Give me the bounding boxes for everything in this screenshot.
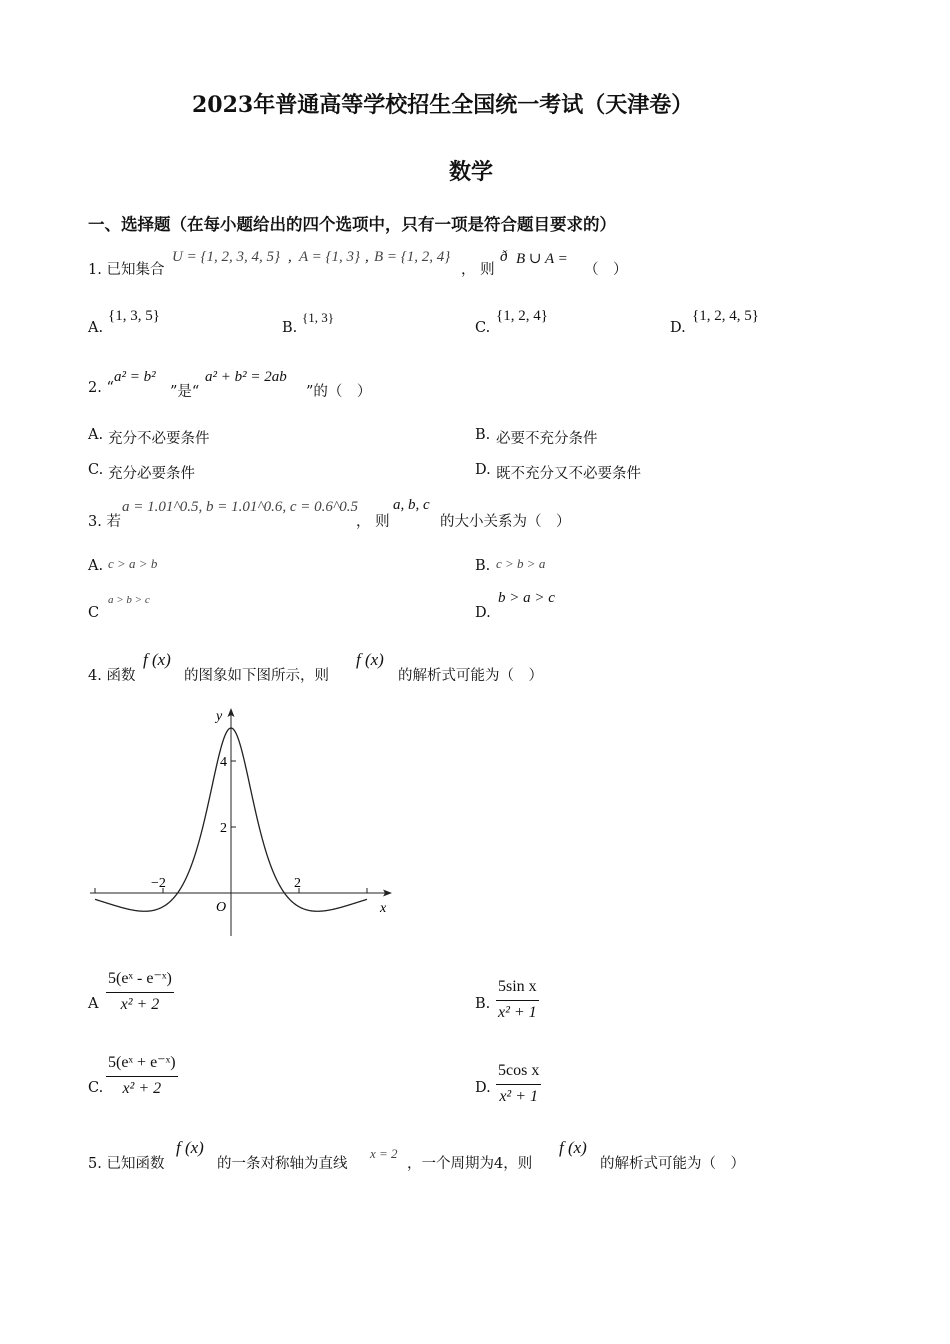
page-title: 2023年普通高等学校招生全国统一考试（天津卷） — [192, 92, 694, 118]
x-tick-label-2: 2 — [294, 876, 301, 891]
q3-mid: ， 则 — [356, 514, 390, 530]
q4-option-b-label: B. — [475, 996, 491, 1012]
q5-fx: f (x) — [176, 1138, 204, 1157]
y-axis-label: y — [216, 709, 223, 724]
q1-option-c-value: {1, 2, 4} — [496, 308, 548, 324]
q2-option-d-label: D. — [475, 462, 491, 478]
q1-option-c-label: C. — [475, 320, 491, 336]
q2-option-b-label: B. — [475, 427, 491, 443]
x-axis-label: x — [380, 901, 387, 916]
q4-fx2: f (x) — [356, 650, 384, 669]
q4-option-a-denominator: x² + 2 — [120, 996, 160, 1013]
q3-tail: 的大小关系为（ ） — [440, 514, 571, 530]
q4-option-d-denominator: x² + 1 — [499, 1088, 539, 1105]
q4-option-c-denominator: x² + 2 — [122, 1080, 162, 1097]
q2-cond2: a² + b² = 2ab — [205, 369, 287, 385]
q3-option-a-value: c > a > b — [108, 556, 158, 571]
y-tick-label-2: 2 — [220, 821, 227, 836]
q5-fx2: f (x) — [559, 1138, 587, 1157]
section-heading: 一、选择题（在每小题给出的四个选项中，只有一项是符合题目要求的） — [88, 215, 616, 234]
q3-vars: a, b, c — [393, 497, 430, 513]
q4-option-d-fraction — [496, 1062, 541, 1106]
q4-option-c-numerator: 5(eˣ + e⁻ˣ) — [106, 1052, 178, 1077]
q5-tail: 的解析式可能为（ ） — [600, 1156, 745, 1172]
q2-prefix: 2. “ — [88, 380, 114, 396]
q5-line: x = 2 — [370, 1146, 398, 1161]
q1-option-a-value: {1, 3, 5} — [108, 308, 160, 324]
q1-prefix: 1. 已知集合 — [88, 262, 165, 278]
q2-mid: ”是“ — [170, 384, 200, 400]
q3-option-c-value: a > b > c — [108, 594, 150, 606]
q2-option-a-label: A. — [88, 427, 104, 443]
q3-option-a-label: A. — [88, 558, 104, 574]
q3-expr: a = 1.01^0.5, b = 1.01^0.6, c = 0.6^0.5 — [122, 499, 359, 515]
q4-option-c-label: C. — [88, 1080, 104, 1096]
q1-expr: B ∪ A = — [516, 251, 568, 267]
origin-label: O — [216, 900, 227, 915]
q4-option-a-label: A — [88, 996, 99, 1012]
q5-prefix: 5. 已知函数 — [88, 1156, 165, 1172]
q1-option-d-label: D. — [670, 320, 686, 336]
q3-option-b-label: B. — [475, 558, 491, 574]
x-tick-label-neg2: −2 — [151, 876, 166, 891]
q2-cond1: a² = b² — [114, 369, 156, 385]
q1-sep1: , — [288, 249, 292, 265]
q4-option-d-numerator: 5cos x — [496, 1062, 541, 1085]
q1-set-u: U = {1, 2, 3, 4, 5} — [172, 249, 280, 265]
q2-option-c-value: 充分必要条件 — [108, 466, 195, 482]
q4-option-b-fraction — [496, 978, 539, 1022]
q1-set-b: B = {1, 2, 4} — [374, 249, 451, 265]
q1-option-d-value: {1, 2, 4, 5} — [692, 308, 759, 324]
q4-option-b-denominator: x² + 1 — [497, 1004, 537, 1021]
q4-tail: 的解析式可能为（ ） — [398, 668, 543, 684]
q2-tail: ”的（ ） — [306, 384, 372, 400]
function-graph — [80, 700, 410, 945]
q1-option-b-value: {1, 3} — [302, 310, 334, 325]
q5-mid2: ，一个周期为4，则 — [407, 1156, 533, 1172]
q1-set-a: A = {1, 3} — [299, 249, 361, 265]
q3-prefix: 3. 若 — [88, 514, 121, 530]
q2-option-a-value: 充分不必要条件 — [108, 431, 210, 447]
q4-prefix: 4. 函数 — [88, 668, 136, 684]
q4-option-c-fraction — [106, 1052, 178, 1098]
q1-sep2: , — [365, 249, 369, 265]
q1-complement-symbol: ð — [500, 249, 508, 265]
q3-option-d-label: D. — [475, 605, 491, 621]
q4-option-b-numerator: 5sin x — [496, 978, 539, 1001]
y-tick-label-4: 4 — [220, 755, 227, 770]
q5-mid: 的一条对称轴为直线 — [217, 1156, 348, 1172]
q2-option-b-value: 必要不充分条件 — [496, 431, 598, 447]
q1-option-a-label: A. — [88, 320, 104, 336]
q4-option-a-fraction — [106, 968, 174, 1014]
q3-option-d-value: b > a > c — [498, 590, 555, 606]
q1-option-b-label: B. — [282, 320, 298, 336]
q4-option-a-numerator: 5(eˣ - e⁻ˣ) — [106, 968, 174, 993]
q1-ze: ， 则 — [461, 262, 495, 278]
subject-title: 数学 — [449, 159, 494, 185]
q1-paren: （ ） — [584, 262, 628, 278]
q3-option-c-label: C — [88, 605, 100, 621]
q4-fx: f (x) — [143, 650, 171, 669]
q4-mid: 的图象如下图所示，则 — [184, 668, 329, 684]
q4-option-d-label: D. — [475, 1080, 491, 1096]
q2-option-c-label: C. — [88, 462, 104, 478]
q3-option-b-value: c > b > a — [496, 556, 546, 571]
q2-option-d-value: 既不充分又不必要条件 — [496, 466, 641, 482]
